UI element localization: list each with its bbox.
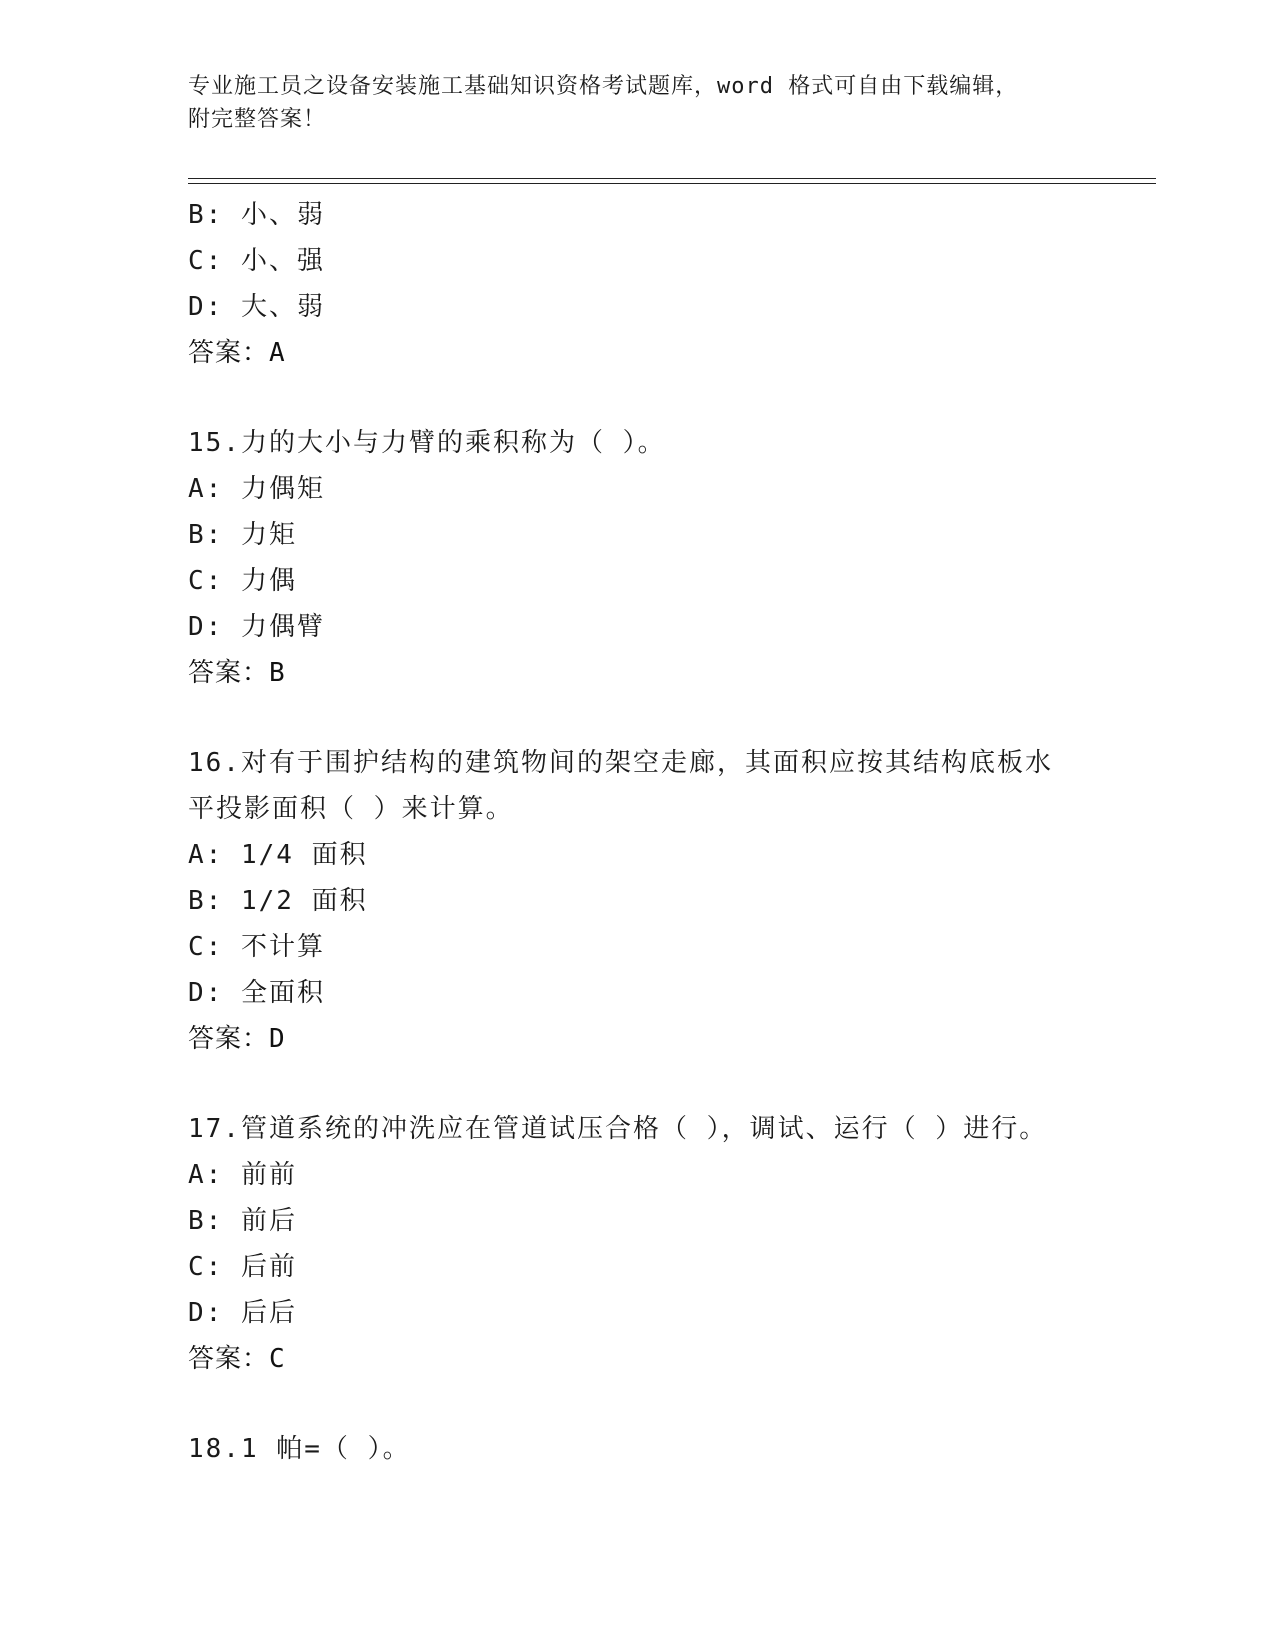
option-d: D: 全面积 [188,978,325,1008]
answer-line: 答案：B [188,658,286,688]
header-title-line-2: 附完整答案！ [188,107,327,132]
option-c: C: 力偶 [188,566,297,596]
question-17 [188,1106,1156,1382]
question-stem: 15.力的大小与力臂的乘积称为（ ）。 [188,428,666,458]
question-list [188,192,1156,1472]
option-d: D: 大、弱 [188,292,325,322]
option-b: B: 力矩 [188,520,297,550]
option-c: C: 小、强 [188,246,325,276]
option-b: B: 1/2 面积 [188,886,368,916]
question-14-continuation [188,192,1156,376]
question-15 [188,420,1156,696]
option-b: B: 小、弱 [188,200,325,230]
answer-line: 答案：C [188,1344,286,1374]
question-stem-line-1: 16.对有于围护结构的建筑物间的架空走廊，其面积应按其结构底板水 [188,748,1053,778]
header-divider-bottom [188,183,1156,184]
question-stem: 17.管道系统的冲洗应在管道试压合格（ ），调试、运行（ ）进行。 [188,1114,1048,1144]
option-d: D: 力偶臂 [188,612,325,642]
option-a: A: 力偶矩 [188,474,325,504]
question-stem-line-2: 平投影面积（ ）来计算。 [188,794,514,824]
option-a: A: 前前 [188,1160,297,1190]
question-18 [188,1426,1156,1472]
option-a: A: 1/4 面积 [188,840,368,870]
answer-line: 答案：D [188,1024,286,1054]
option-b: B: 前后 [188,1206,297,1236]
question-16 [188,740,1156,1062]
document-header [188,70,1088,136]
header-title-line-1: 专业施工员之设备安装施工基础知识资格考试题库，word 格式可自由下载编辑， [188,74,1019,99]
option-c: C: 后前 [188,1252,297,1282]
question-stem: 18.1 帕=（ ）。 [188,1434,411,1464]
answer-line: 答案：A [188,338,286,368]
option-d: D: 后后 [188,1298,297,1328]
option-c: C: 不计算 [188,932,325,962]
header-divider-top [188,178,1156,179]
